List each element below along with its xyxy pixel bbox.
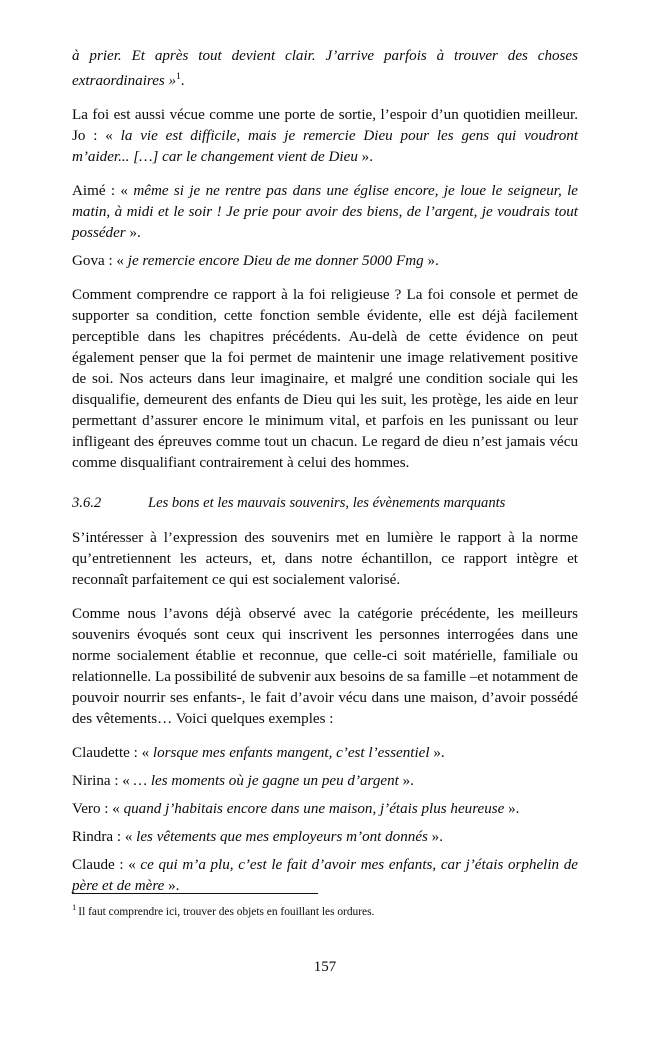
- quote-close-jo: ».: [357, 149, 373, 166]
- page-content: [72, 46, 578, 904]
- testimony-nirina: [72, 771, 578, 792]
- quote-text-aime: même si je ne rentre pas dans une église encore, je loue le seigneur, le matin, à midi et le soir ! Je prie pour avoir des biens, de l’argent, je voudrais tout posséder: [72, 183, 578, 242]
- quote-trailing-punctuation: .: [180, 73, 185, 90]
- paragraph-analysis: Comment comprendre ce rapport à la foi religieuse ? La foi console et permet de supporter sa condition, cette fonction semble évidente, elle est déjà facilement perceptible dans les chapitres précédents. Au-delà de cette évidence on peut également penser que la foi permet de maintenir une image relativement positive de soi. Nos acteurs dans leur imaginaire, et malgré une condition sociale qui les disqualifie, demeurent des enfants de Dieu qui les suit, les protège, les aide en leur permettant d’assurer encore le minimum vital, et parfois en les punissant ou leur infligeant des épreuves comme tout un chacun. Le regard de dieu n’est jamais vécu comme disqualifiant contrairement à celui des hommes.: [72, 287, 578, 472]
- quote-close-rindra: ».: [427, 829, 443, 846]
- footnote-entry: [72, 900, 578, 920]
- quote-close-vero: ».: [504, 801, 520, 818]
- quote-close-aime: ».: [125, 225, 141, 242]
- page-number: 157: [313, 959, 337, 975]
- section-heading-3-6-2: [72, 493, 578, 514]
- quote-close-gova: ».: [423, 253, 439, 270]
- section-title: Les bons et les mauvais souvenirs, les évènements marquants: [148, 495, 506, 512]
- paragraph-souvenirs-intro: S’intéresser à l’expression des souvenirs met en lumière le rapport à la norme qu’entretiennent les acteurs, et, dans notre échantillon, ce rapport intègre et reconnaît parfaitement ce qui est socialement valorisé.: [72, 530, 578, 589]
- quote-text-gova: je remercie encore Dieu de me donner 5000 Fmg: [127, 253, 424, 270]
- quote-text-vero: quand j’habitais encore dans une maison, j’étais plus heureuse: [123, 801, 505, 818]
- speaker-label-nirina: Nirina : «: [72, 773, 134, 790]
- footnote-number: 1: [72, 902, 77, 912]
- footnote-body-text: Il faut comprendre ici, trouver des objets en fouillant les ordures.: [78, 905, 375, 918]
- section-number: 3.6.2: [72, 495, 102, 512]
- quote-text-jo: la vie est difficile, mais je remercie Dieu pour les gens qui voudront m’aider... […] car le changement vient de Dieu: [72, 128, 579, 166]
- speaker-label-claudette: Claudette : «: [72, 745, 153, 762]
- testimony-claudette: [72, 743, 578, 764]
- speaker-label-aime: Aimé : «: [72, 183, 134, 200]
- quote-close-nirina: ».: [398, 773, 414, 790]
- speaker-label-rindra: Rindra : «: [72, 829, 137, 846]
- quote-close-claude: ».: [164, 878, 180, 895]
- paragraph-souvenirs-body: Comme nous l’avons déjà observé avec la catégorie précédente, les meilleurs souvenirs évoqués sont ceux qui inscrivent les personnes interrogées dans une norme socialement établie et reconnue, que celle-ci soit matérielle, familiale ou relationnelle. La possibilité de subvenir aux besoins de sa famille –et notamment de pouvoir nourrir ses enfants-, le fait d’avoir vécu dans une maison, d’avoir possédé des vêtements… Voici quelques exemples :: [72, 606, 578, 728]
- quote-text: à prier. Et après tout devient clair. J’arrive parfois à trouver des choses extraordinaires »: [72, 48, 578, 90]
- quote-text-claudette: lorsque mes enfants mangent, c’est l’essentiel: [152, 745, 430, 762]
- testimony-rindra: [72, 827, 578, 848]
- quote-text-nirina: … les moments où je gagne un peu d’argent: [133, 773, 399, 790]
- testimony-aime: [72, 181, 578, 244]
- paragraph-faith-intro: [72, 105, 578, 168]
- paragraph-lead-text: La foi est aussi vécue comme une porte de sortie, l’espoir d’un quotidien meilleur. Jo : «: [72, 107, 578, 145]
- speaker-label-claude: Claude : «: [72, 857, 141, 874]
- footnote-separator-rule: [72, 893, 318, 894]
- testimony-vero: [72, 799, 578, 820]
- testimony-claude: [72, 855, 578, 897]
- testimony-gova: [72, 251, 578, 272]
- quote-text-rindra: les vêtements que mes employeurs m’ont donnés: [136, 829, 428, 846]
- speaker-label-vero: Vero : «: [72, 801, 124, 818]
- quote-close-claudette: ».: [429, 745, 445, 762]
- footnote-area: [72, 893, 578, 920]
- footnote-reference-mark[interactable]: 1: [176, 72, 181, 82]
- paragraph-continued-quote: [72, 46, 578, 92]
- quote-text-claude: ce qui m’a plu, c’est le fait d’avoir mes enfants, car j’étais orphelin de père et de mère: [72, 857, 578, 895]
- speaker-label-gova: Gova : «: [72, 253, 128, 270]
